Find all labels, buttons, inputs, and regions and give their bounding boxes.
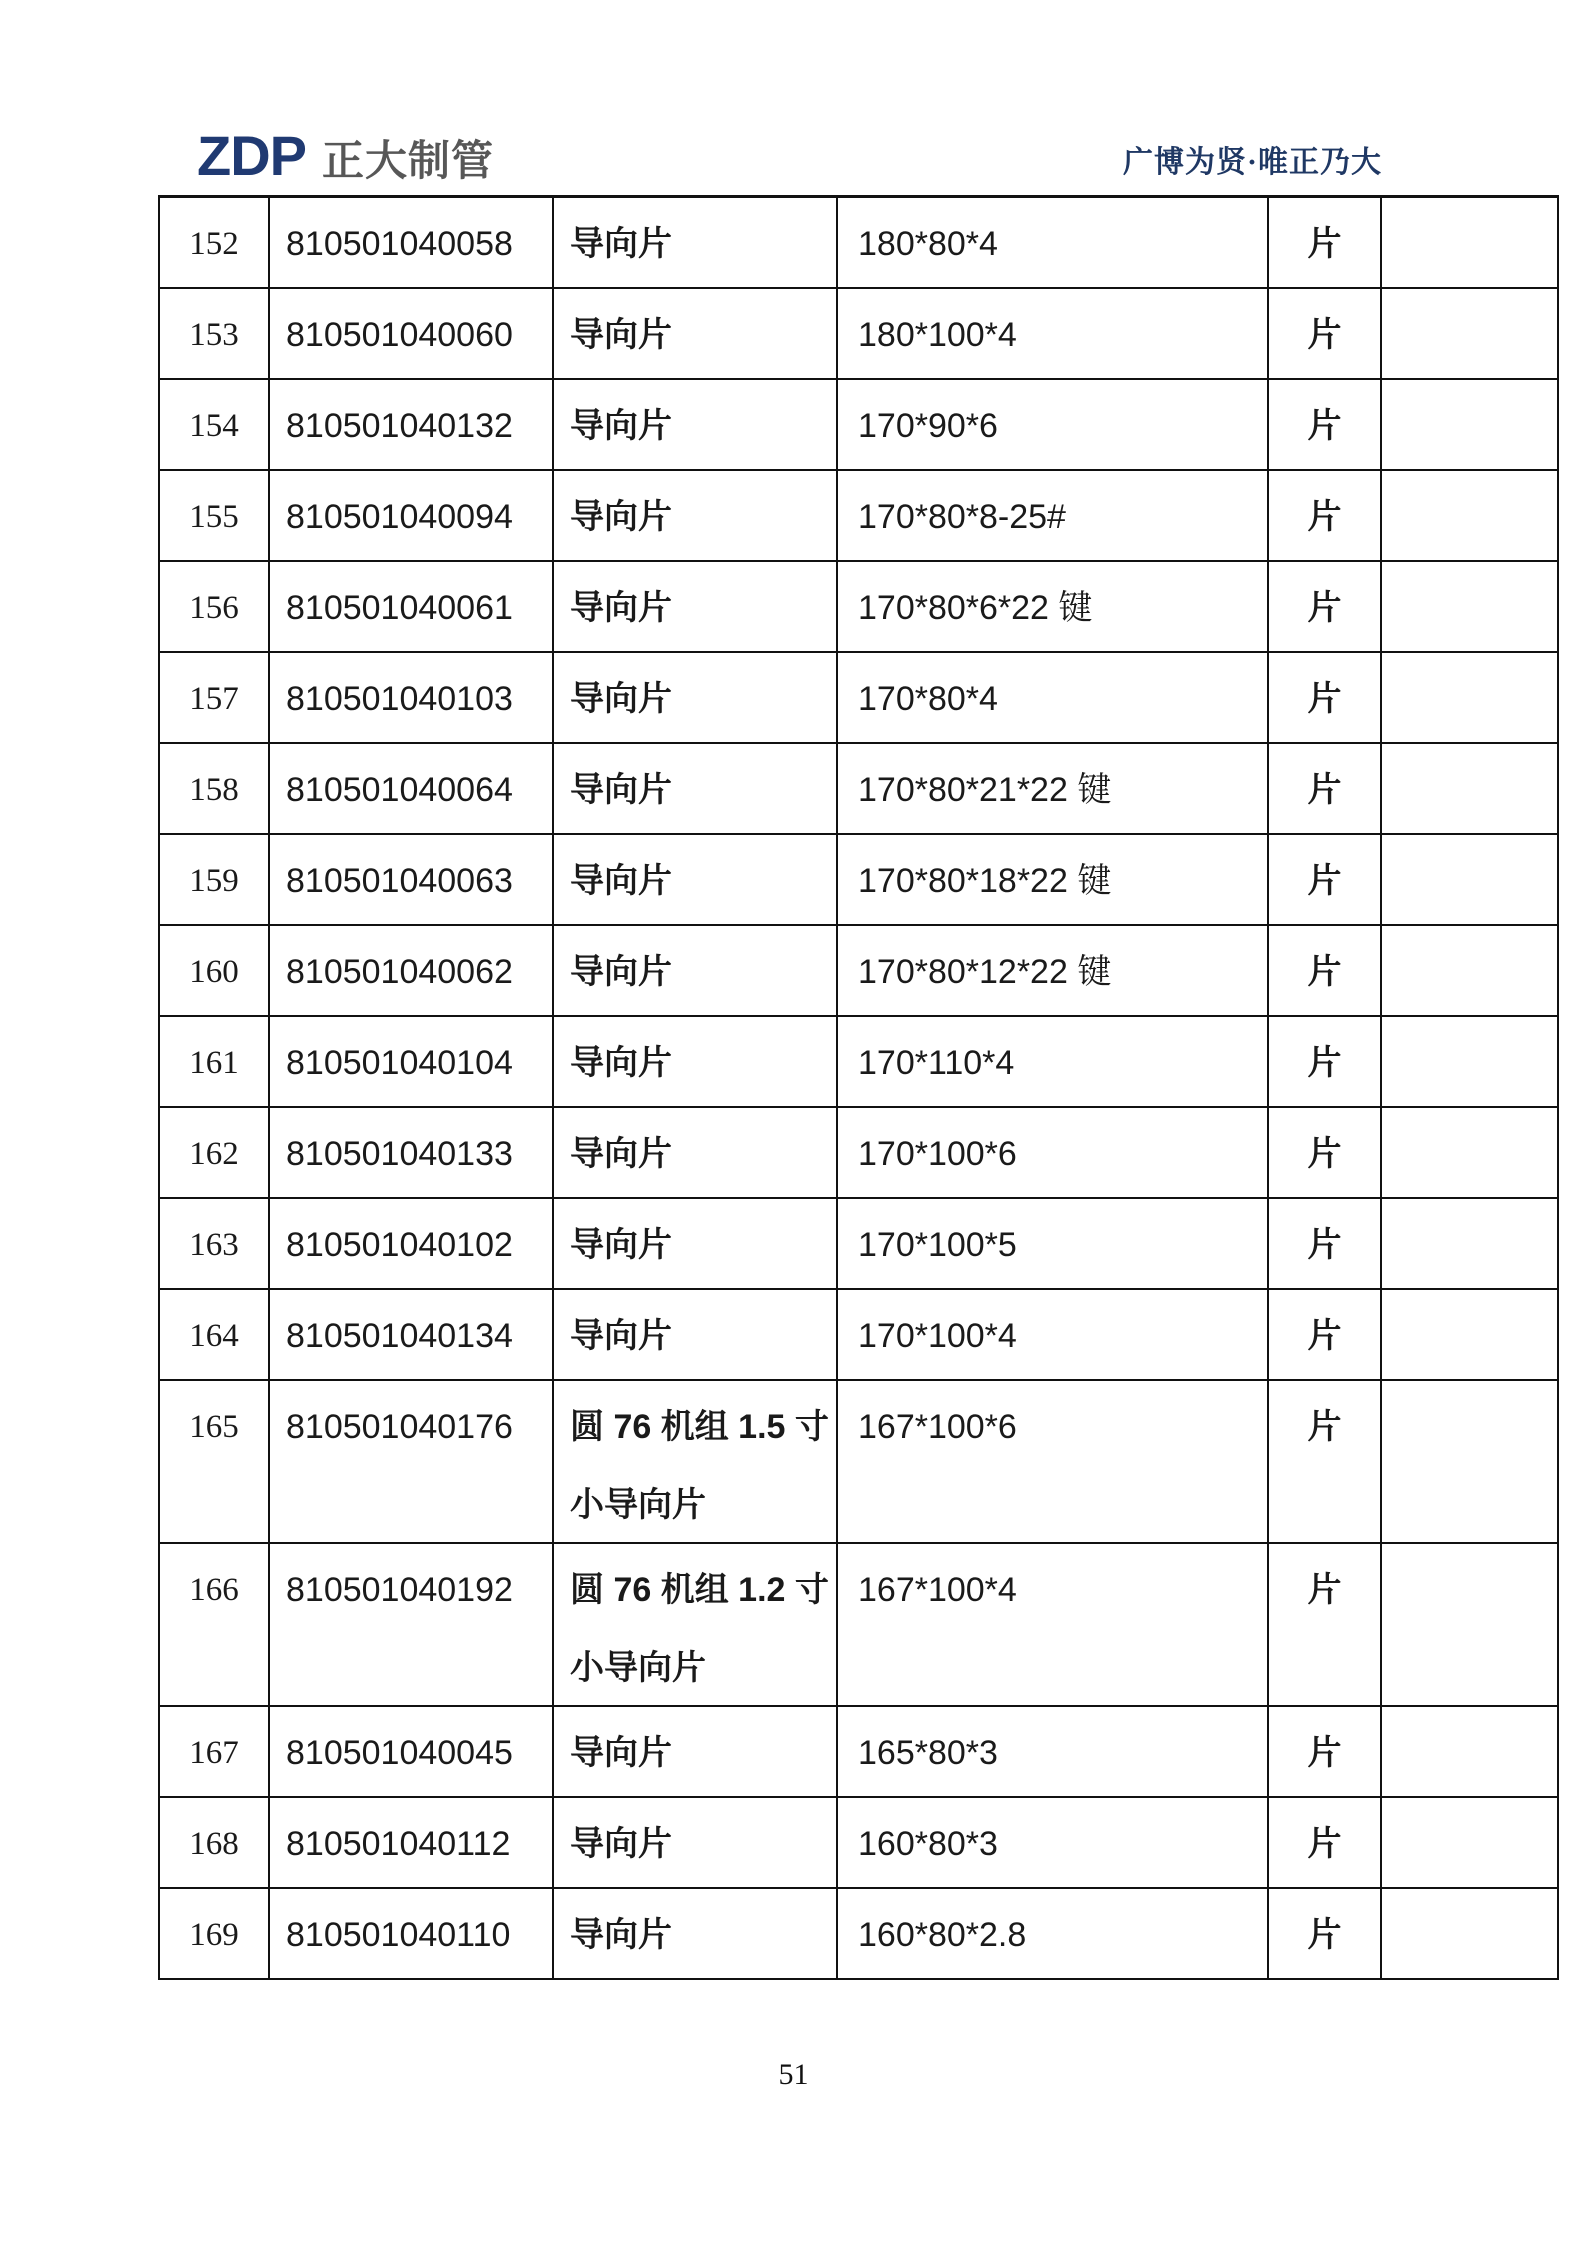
cell-specification: 160*80*3	[837, 1797, 1268, 1888]
cell-part-name	[553, 288, 837, 379]
table-row	[159, 379, 1558, 470]
cell-specification: 170*90*6	[837, 379, 1268, 470]
company-slogan: 广博为贤·唯正乃大	[1123, 146, 1383, 179]
cell-part-code: 810501040064	[269, 743, 553, 834]
cell-part-name	[553, 1198, 837, 1289]
cell-specification: 170*100*5	[837, 1198, 1268, 1289]
cell-specification: 180*100*4	[837, 288, 1268, 379]
company-logo	[197, 124, 495, 187]
part-name-line: 导向片	[570, 1225, 672, 1264]
cell-specification: 170*80*21*22 键	[837, 743, 1268, 834]
table-row	[159, 1888, 1558, 1979]
part-name-line: 导向片	[570, 406, 672, 445]
cell-part-code: 810501040063	[269, 834, 553, 925]
part-name-line: 导向片	[570, 1915, 672, 1954]
cell-note	[1381, 288, 1558, 379]
part-name-line: 导向片	[570, 1824, 672, 1863]
cell-part-code: 810501040094	[269, 470, 553, 561]
cell-unit: 片	[1268, 1797, 1381, 1888]
table-row	[159, 652, 1558, 743]
cell-part-name	[553, 1289, 837, 1380]
cell-part-name	[553, 1797, 837, 1888]
parts-table-body	[159, 197, 1558, 1979]
cell-note	[1381, 1543, 1558, 1706]
table-row	[159, 925, 1558, 1016]
cell-part-name	[553, 470, 837, 561]
cell-part-name	[553, 1706, 837, 1797]
cell-part-code: 810501040112	[269, 1797, 553, 1888]
cell-part-name	[553, 834, 837, 925]
cell-unit: 片	[1268, 1888, 1381, 1979]
table-row	[159, 470, 1558, 561]
cell-part-name	[553, 743, 837, 834]
table-row	[159, 743, 1558, 834]
logo-zdp-mark: ZDP	[197, 124, 306, 187]
cell-row-number: 154	[159, 379, 269, 470]
table-row	[159, 1016, 1558, 1107]
part-name-line: 导向片	[570, 679, 672, 718]
cell-note	[1381, 834, 1558, 925]
parts-table	[158, 195, 1559, 1980]
cell-part-code: 810501040103	[269, 652, 553, 743]
cell-note	[1381, 1888, 1558, 1979]
cell-part-name	[553, 379, 837, 470]
part-name-line: 导向片	[570, 861, 672, 900]
cell-part-name	[553, 1380, 837, 1543]
cell-note	[1381, 470, 1558, 561]
cell-part-name	[553, 1888, 837, 1979]
cell-unit: 片	[1268, 925, 1381, 1016]
cell-part-code: 810501040102	[269, 1198, 553, 1289]
cell-unit: 片	[1268, 743, 1381, 834]
part-name-line: 导向片	[570, 1134, 672, 1173]
cell-unit: 片	[1268, 1016, 1381, 1107]
cell-note	[1381, 1198, 1558, 1289]
cell-specification: 170*80*12*22 键	[837, 925, 1268, 1016]
cell-row-number: 153	[159, 288, 269, 379]
cell-row-number: 159	[159, 834, 269, 925]
cell-specification: 170*100*6	[837, 1107, 1268, 1198]
cell-part-code: 810501040045	[269, 1706, 553, 1797]
cell-unit: 片	[1268, 1289, 1381, 1380]
cell-part-code: 810501040176	[269, 1380, 553, 1543]
cell-note	[1381, 1380, 1558, 1543]
cell-specification: 170*110*4	[837, 1016, 1268, 1107]
cell-unit: 片	[1268, 288, 1381, 379]
cell-specification: 180*80*4	[837, 197, 1268, 288]
cell-part-code: 810501040134	[269, 1289, 553, 1380]
cell-unit: 片	[1268, 1107, 1381, 1198]
cell-row-number: 156	[159, 561, 269, 652]
cell-note	[1381, 379, 1558, 470]
cell-row-number: 167	[159, 1706, 269, 1797]
part-name-line: 导向片	[570, 1043, 672, 1082]
cell-row-number: 162	[159, 1107, 269, 1198]
part-name-line: 导向片	[570, 315, 672, 354]
part-name-line: 小导向片	[570, 1648, 706, 1687]
cell-part-code: 810501040104	[269, 1016, 553, 1107]
cell-unit: 片	[1268, 1543, 1381, 1706]
cell-specification: 160*80*2.8	[837, 1888, 1268, 1979]
table-row	[159, 1797, 1558, 1888]
cell-note	[1381, 1289, 1558, 1380]
part-name-line: 导向片	[570, 1316, 672, 1355]
cell-part-code: 810501040110	[269, 1888, 553, 1979]
cell-unit: 片	[1268, 379, 1381, 470]
part-name-line: 导向片	[570, 1733, 672, 1772]
table-row	[159, 1107, 1558, 1198]
cell-unit: 片	[1268, 1706, 1381, 1797]
table-row	[159, 1543, 1558, 1706]
cell-unit: 片	[1268, 652, 1381, 743]
part-name-line: 导向片	[570, 497, 672, 536]
table-row	[159, 1706, 1558, 1797]
page-number: 51	[778, 2058, 809, 2091]
cell-part-name	[553, 1016, 837, 1107]
cell-part-code: 810501040133	[269, 1107, 553, 1198]
cell-row-number: 169	[159, 1888, 269, 1979]
cell-row-number: 166	[159, 1543, 269, 1706]
table-row	[159, 288, 1558, 379]
table-row	[159, 1198, 1558, 1289]
cell-note	[1381, 652, 1558, 743]
cell-part-code: 810501040062	[269, 925, 553, 1016]
cell-note	[1381, 925, 1558, 1016]
cell-part-name	[553, 1107, 837, 1198]
cell-row-number: 161	[159, 1016, 269, 1107]
cell-row-number: 164	[159, 1289, 269, 1380]
table-row	[159, 1380, 1558, 1543]
cell-note	[1381, 197, 1558, 288]
cell-unit: 片	[1268, 561, 1381, 652]
part-name-line: 导向片	[570, 225, 672, 263]
table-row	[159, 834, 1558, 925]
cell-specification: 170*80*4	[837, 652, 1268, 743]
cell-note	[1381, 1107, 1558, 1198]
table-row	[159, 197, 1558, 288]
cell-row-number: 163	[159, 1198, 269, 1289]
part-name-line: 导向片	[570, 952, 672, 991]
cell-specification: 170*100*4	[837, 1289, 1268, 1380]
cell-part-code: 810501040061	[269, 561, 553, 652]
cell-note	[1381, 561, 1558, 652]
cell-note	[1381, 1706, 1558, 1797]
cell-part-name	[553, 925, 837, 1016]
cell-row-number: 160	[159, 925, 269, 1016]
part-name-line: 小导向片	[570, 1485, 706, 1524]
cell-part-name	[553, 197, 837, 288]
cell-note	[1381, 1016, 1558, 1107]
cell-row-number: 168	[159, 1797, 269, 1888]
cell-part-code: 810501040192	[269, 1543, 553, 1706]
table-row	[159, 1289, 1558, 1380]
cell-unit: 片	[1268, 834, 1381, 925]
logo-company-name: 正大制管	[322, 137, 495, 184]
cell-unit: 片	[1268, 1380, 1381, 1543]
cell-specification: 170*80*6*22 键	[837, 561, 1268, 652]
cell-part-name	[553, 1543, 837, 1706]
part-name-line: 圆 76 机组 1.5 寸	[570, 1407, 829, 1446]
part-name-line: 导向片	[570, 770, 672, 809]
cell-specification: 167*100*6	[837, 1380, 1268, 1543]
table-row	[159, 561, 1558, 652]
cell-row-number: 155	[159, 470, 269, 561]
cell-note	[1381, 743, 1558, 834]
part-name-line: 圆 76 机组 1.2 寸	[570, 1570, 829, 1609]
cell-row-number: 165	[159, 1380, 269, 1543]
cell-row-number: 152	[159, 197, 269, 288]
cell-unit: 片	[1268, 1198, 1381, 1289]
cell-row-number: 157	[159, 652, 269, 743]
cell-specification: 167*100*4	[837, 1543, 1268, 1706]
cell-specification: 170*80*8-25#	[837, 470, 1268, 561]
cell-part-name	[553, 652, 837, 743]
cell-unit: 片	[1268, 470, 1381, 561]
cell-part-code: 810501040132	[269, 379, 553, 470]
cell-row-number: 158	[159, 743, 269, 834]
cell-unit: 片	[1268, 197, 1381, 288]
cell-part-name	[553, 561, 837, 652]
cell-part-code: 810501040060	[269, 288, 553, 379]
cell-specification: 165*80*3	[837, 1706, 1268, 1797]
cell-specification: 170*80*18*22 键	[837, 834, 1268, 925]
cell-part-code: 810501040058	[269, 197, 553, 288]
part-name-line: 导向片	[570, 588, 672, 627]
cell-note	[1381, 1797, 1558, 1888]
